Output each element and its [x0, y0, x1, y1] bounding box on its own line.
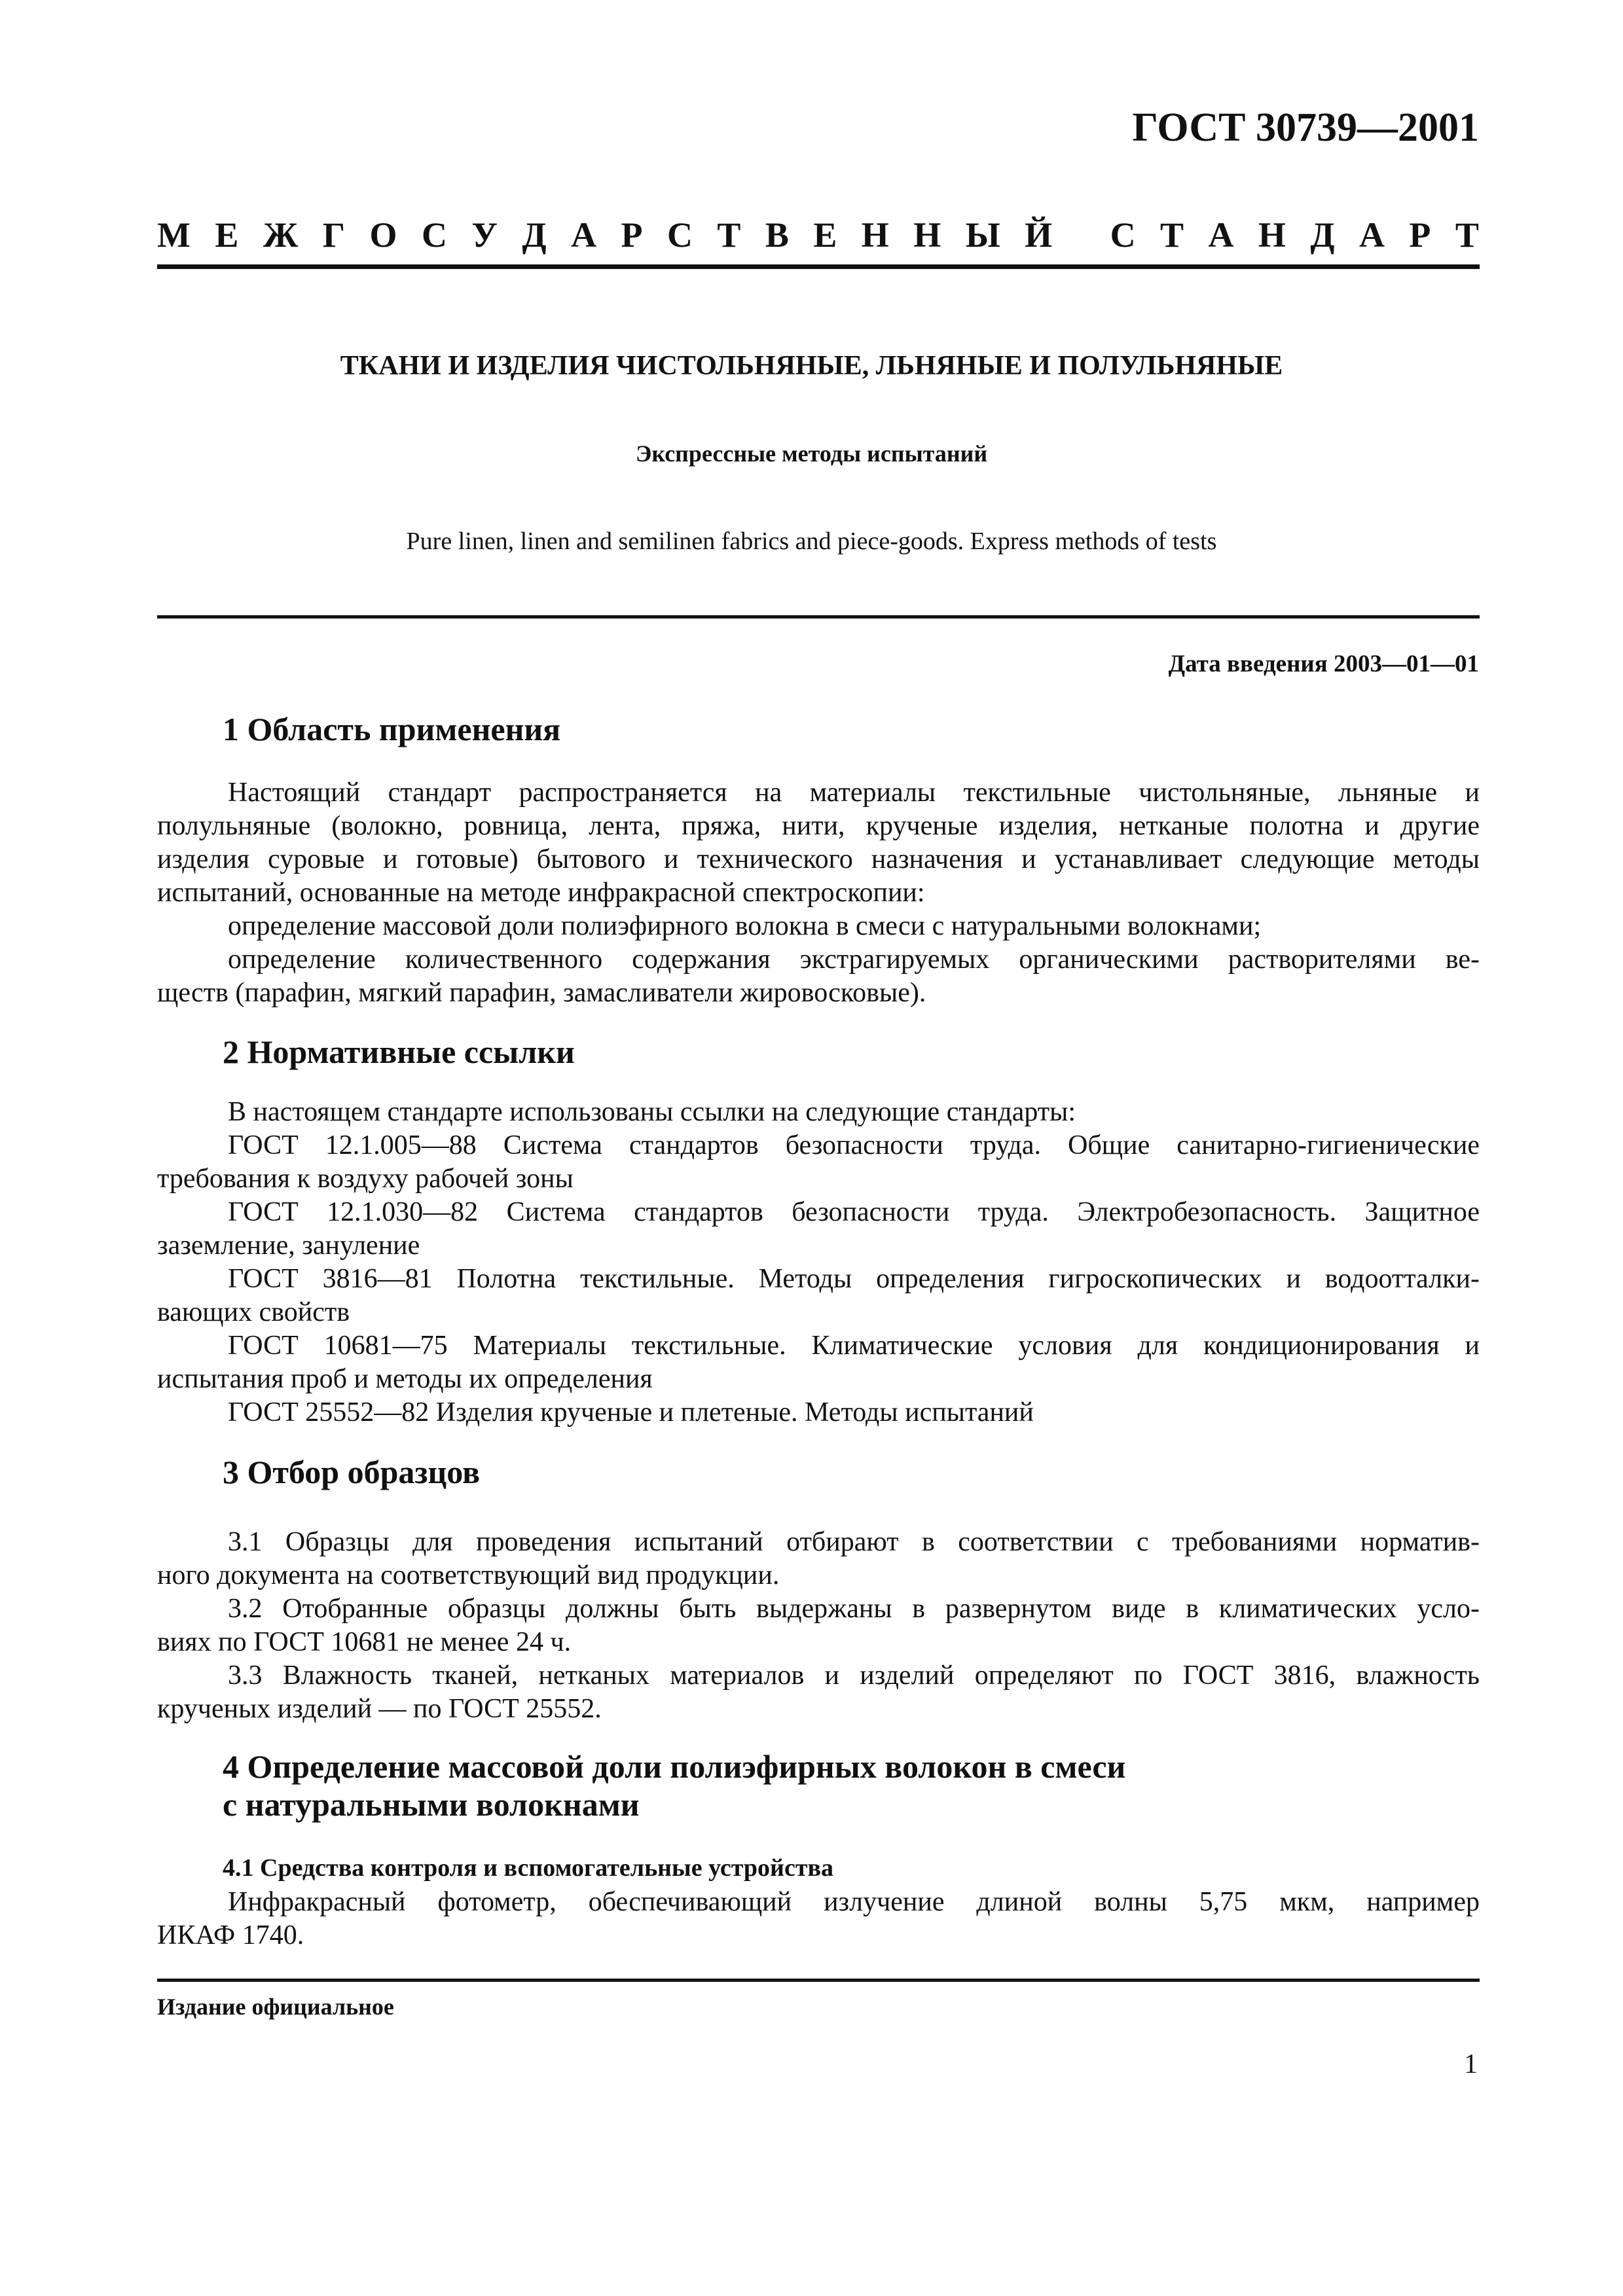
title-rule: [157, 615, 1480, 619]
section-2-line: заземление, зануление: [157, 1230, 420, 1261]
section-3-line: крученых изделий — по ГОСТ 25552.: [157, 1694, 602, 1724]
section-3-line: 3.2 Отобранные образцы должны быть выдержаны в развернутом виде в климатических усло-: [228, 1594, 1480, 1624]
section-3-line: ного документа на соответствующий вид продукции.: [157, 1560, 780, 1590]
document-number: ГОСТ 30739—2001: [1132, 105, 1479, 150]
section-1-line: определение количественного содержания экстрагируемых органическими растворителями ве-: [228, 944, 1480, 975]
section-1-line: испытаний, основанные на методе инфракрасной спектроскопии:: [157, 878, 925, 908]
section-3-line: виях по ГОСТ 10681 не менее 24 ч.: [157, 1627, 572, 1657]
english-title: Pure linen, linen and semilinen fabrics and piece-goods. Express methods of tests: [406, 528, 1217, 555]
section-1-line: полульняные (волокно, ровница, лента, пряжа, нити, крученые изделия, нетканые полотна и другие: [157, 811, 1480, 841]
section-4-heading-continued: с натуральными волокнами: [223, 1786, 640, 1823]
interstate-standard-banner: М Е Ж Г О С У Д А Р С Т В Е Н Н Ы Й С Т А Н Д А Р Т: [157, 215, 1479, 255]
page-number: 1: [1464, 2049, 1478, 2079]
section-2-line: В настоящем стандарте использованы ссылки на следующие стандарты:: [228, 1097, 1076, 1127]
section-1-line: Настоящий стандарт распространяется на материалы текстильные чистольняные, льняные и: [228, 778, 1480, 808]
section-1-line: ществ (парафин, мягкий парафин, замасливатели жировосковые).: [157, 978, 926, 1008]
section-4-1-heading: 4.1 Средства контроля и вспомогательные устройства: [223, 1854, 834, 1882]
section-2-line: ГОСТ 10681—75 Материалы текстильные. Климатические условия для кондиционирования и: [228, 1331, 1480, 1361]
section-2-heading: 2 Нормативные ссылки: [223, 1033, 575, 1070]
footer-rule: [157, 1979, 1480, 1982]
header-rule: [157, 264, 1480, 269]
section-2-line: испытания проб и методы их определения: [157, 1364, 653, 1394]
section-4-line: Инфракрасный фотометр, обеспечивающий излучение длиной волны 5,75 мкм, например: [228, 1887, 1480, 1917]
section-1-line: изделия суровые и готовые) бытового и технического назначения и устанавливает следующие методы: [157, 844, 1480, 874]
section-3-line: 3.3 Влажность тканей, нетканых материалов и изделий определяют по ГОСТ 3816, влажность: [228, 1660, 1480, 1691]
section-3-line: 3.1 Образцы для проведения испытаний отбирают в соответствии с требованиями норматив-: [228, 1527, 1480, 1557]
document-title: ТКАНИ И ИЗДЕЛИЯ ЧИСТОЛЬНЯНЫЕ, ЛЬНЯНЫЕ И ПОЛУЛЬНЯНЫЕ: [340, 351, 1283, 381]
section-2-line: ГОСТ 12.1.005—88 Система стандартов безопасности труда. Общие санитарно-гигиенические: [228, 1130, 1480, 1160]
section-2-line: ГОСТ 12.1.030—82 Система стандартов безопасности труда. Электробезопасность. Защитное: [228, 1197, 1480, 1227]
section-3-heading: 3 Отбор образцов: [223, 1454, 481, 1490]
section-2-line: вающих свойств: [157, 1297, 350, 1327]
section-2-line: ГОСТ 25552—82 Изделия крученые и плетеные. Методы испытаний: [228, 1397, 1034, 1427]
section-2-line: ГОСТ 3816—81 Полотна текстильные. Методы определения гигроскопических и водоотталки-: [228, 1264, 1480, 1294]
document-subtitle: Экспрессные методы испытаний: [635, 440, 988, 467]
section-1-heading: 1 Область применения: [223, 711, 561, 747]
official-edition-label: Издание официальное: [157, 1994, 394, 2020]
section-4-line: ИКАФ 1740.: [157, 1920, 304, 1950]
section-4-heading: 4 Определение массовой доли полиэфирных волокон в смеси: [223, 1748, 1126, 1785]
section-2-line: требования к воздуху рабочей зоны: [157, 1164, 574, 1194]
introduction-date: Дата введения 2003—01—01: [1168, 651, 1479, 677]
section-1-line: определение массовой доли полиэфирного волокна в смеси с натуральными волокнами;: [228, 911, 1262, 941]
